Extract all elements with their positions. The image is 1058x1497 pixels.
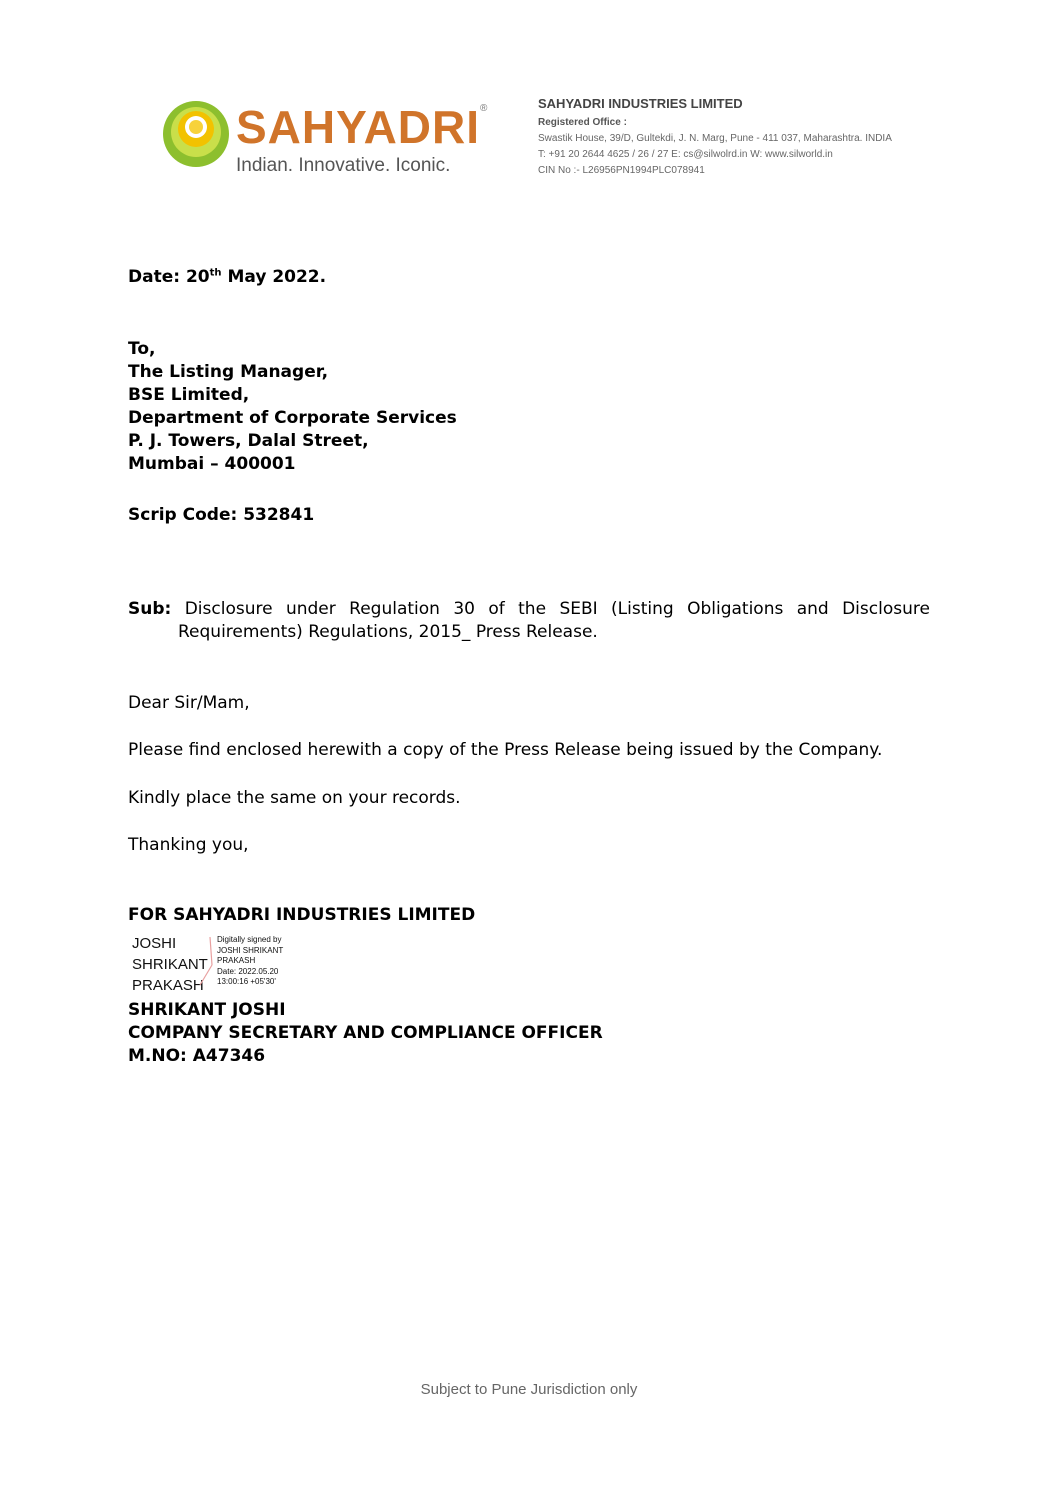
signatory-name: SHRIKANT JOSHI	[128, 1000, 286, 1020]
subject-word: (Listing	[611, 599, 674, 619]
address-line: P. J. Towers, Dalal Street,	[128, 431, 369, 451]
subject-word: Disclosure	[842, 599, 930, 619]
signature-name-line: JOSHI	[132, 935, 177, 952]
letterhead-office-label: Registered Office :	[538, 117, 627, 128]
letterhead-contact: T: +91 20 2644 4625 / 26 / 27 E: cs@silwolrd.in W: www.silworld.in	[538, 149, 833, 160]
letter-date: Date: 20th May 2022.	[128, 267, 327, 287]
body-paragraph: Please find enclosed herewith a copy of the Press Release being issued by the Company.	[128, 740, 883, 760]
signature-detail-line: Date: 2022.05.20	[217, 966, 279, 976]
letterhead-cin: CIN No :- L26956PN1994PLC078941	[538, 165, 705, 176]
subject-word: Disclosure	[184, 599, 273, 619]
signature-detail-line: PRAKASH	[217, 956, 256, 965]
address-line: Department of Corporate Services	[128, 408, 457, 428]
subject-word: Regulation	[349, 599, 440, 619]
signature-detail-line: JOSHI SHRIKANT	[217, 945, 284, 955]
address-line: To,	[128, 339, 156, 359]
signatory-block	[128, 999, 603, 1068]
subject-second-line: Requirements) Regulations, 2015_ Press Release.	[178, 622, 598, 642]
for-company: FOR SAHYADRI INDUSTRIES LIMITED	[128, 905, 476, 925]
logo-wordmark: SAHYADRI®	[236, 101, 489, 153]
subject-word: the	[518, 599, 547, 619]
signature-name-line: SHRIKANT	[132, 956, 208, 973]
subject-word: under	[285, 599, 336, 619]
subject-word: of	[488, 599, 505, 619]
address-line: The Listing Manager,	[128, 362, 329, 382]
address-line: BSE Limited,	[128, 385, 250, 405]
signatory-membership: M.NO: A47346	[128, 1046, 266, 1066]
recipient-address	[128, 338, 457, 476]
body-paragraph: Kindly place the same on your records.	[128, 788, 461, 808]
scrip-code: Scrip Code: 532841	[128, 505, 315, 525]
subject-word: 30	[453, 599, 475, 619]
subject-label: Sub:	[128, 599, 172, 619]
signature-check-icon	[196, 935, 218, 987]
subject-line	[128, 598, 930, 644]
digital-signature-details	[217, 935, 283, 988]
closing: Thanking you,	[128, 835, 249, 855]
logo-tagline: Indian. Innovative. Iconic.	[236, 155, 451, 176]
subject-word: Obligations	[687, 599, 784, 619]
letterhead	[538, 96, 892, 179]
signature-detail-line: Digitally signed by	[217, 935, 282, 944]
footer-note: Subject to Pune Jurisdiction only	[420, 1381, 638, 1398]
subject-word: and	[796, 599, 829, 619]
sahyadri-logo-icon	[161, 99, 231, 169]
greeting: Dear Sir/Mam,	[128, 693, 250, 713]
letterhead-address: Swastik House, 39/D, Gultekdi, J. N. Marg, Pune - 411 037, Maharashtra. INDIA	[538, 133, 892, 144]
signatory-designation: COMPANY SECRETARY AND COMPLIANCE OFFICER	[128, 1023, 603, 1043]
signature-name-line: PRAKASH	[132, 977, 204, 994]
letterhead-company: SAHYADRI INDUSTRIES LIMITED	[538, 96, 743, 111]
subject-first-line	[128, 598, 930, 621]
subject-word: SEBI	[559, 599, 598, 619]
signature-detail-line: 13:00:16 +05'30'	[217, 977, 276, 986]
address-line: Mumbai – 400001	[128, 454, 296, 474]
